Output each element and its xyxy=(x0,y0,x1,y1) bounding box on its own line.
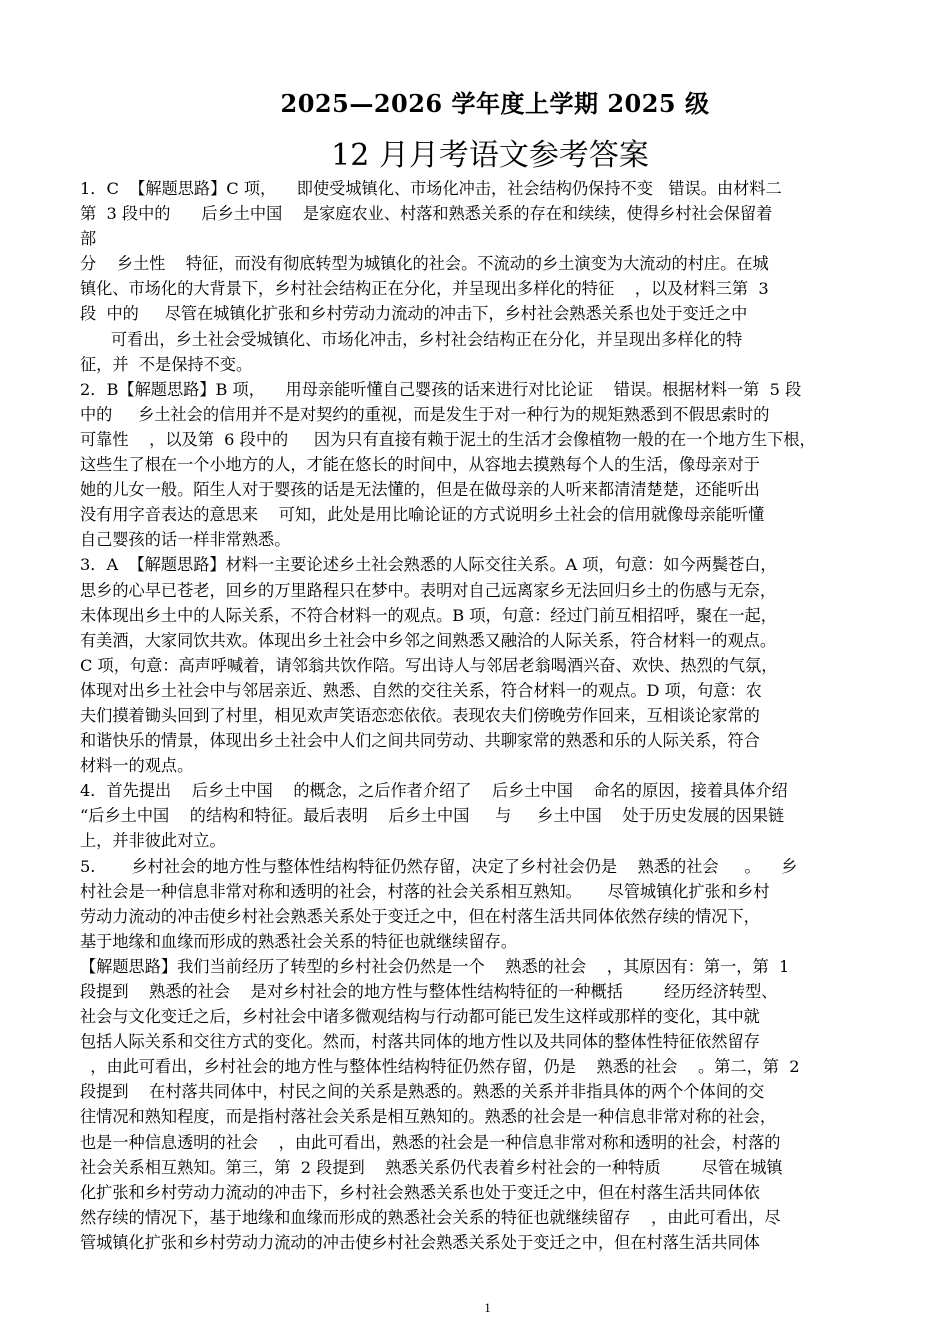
text-line: 2．B【解题思路】B 项， 用母亲能听懂自己婴孩的话来进行对比论证 错误。根据材料一第 5 段 xyxy=(80,379,802,399)
text-line: 段提到 熟悉的社会 是对乡村社会的地方性与整体性结构特征的一种概括 经历经济转型、 xyxy=(80,982,778,1001)
text-line: 4．首先提出 后乡土中国 的概念，之后作者介绍了 后乡土中国 命名的原因，接着具体介绍 xyxy=(80,781,788,801)
page-number: 1 xyxy=(484,1300,491,1315)
text-line: 也是一种信息透明的社会 ，由此可看出，熟悉的社会是一种信息非常对称和透明的社会，村落的 xyxy=(80,1132,781,1152)
text-line: 上，并非彼此对立。 xyxy=(80,831,226,851)
text-line: 夫们摸着锄头回到了村里，相见欢声笑语恋恋依依。表现农夫们傍晚劳作回来，互相谈论家常的 xyxy=(80,705,760,725)
text-line: 第 3 段中的 后乡土中国 是家庭农业、村落和熟悉关系的存在和续续，使得乡村社会保留着 xyxy=(80,204,773,224)
text-line: 往情况和熟知程度，而是指村落社会关系是相互熟知的。熟悉的社会是一种信息非常对称的社会， xyxy=(80,1107,777,1127)
text-line: 5. 乡村社会的地方性与整体性结构特征仍然存留，决定了乡村社会仍是 熟悉的社会 。 乡 xyxy=(80,856,798,876)
text-line: 社会关系相互熟知。第三，第 2 段提到 熟悉关系仍代表着乡村社会的一种特质 尽管在城镇 xyxy=(80,1157,783,1177)
text-line: 思乡的心早已苍老，回乡的万里路程只在梦中。表明对自己远离家乡无法回归乡土的伤感与无奈， xyxy=(80,580,777,600)
text-line: 可看出，乡土社会受城镇化、市场化冲击，乡村社会结构正在分化，并呈现出多样化的特 xyxy=(80,329,743,349)
text-line: 可靠性 ，以及第 6 段中的 因为只有直接有赖于泥土的生活才会像植物一般的在一个地方生下根， xyxy=(80,429,816,449)
text-line: 征，并 不是保持不变。 xyxy=(80,354,253,374)
text-line: 1．C 【解题思路】C 项， 即使受城镇化、市场化冲击，社会结构仍保持不变 错误。由材料二 xyxy=(80,179,782,198)
text-line: 她的儿女一般。陌生人对于婴孩的话是无法懂的，但是在做母亲的人听来都清清楚楚，还能听出 xyxy=(80,480,760,500)
text-line: 劳动力流动的冲击使乡村社会熟悉关系处于变迁之中，但在村落生活共同体依然存续的情况下， xyxy=(80,906,760,926)
text-line: 基于地缘和血缘而形成的熟悉社会关系的特征也就继续留存。 xyxy=(80,931,518,951)
text-line: 部 xyxy=(80,229,97,249)
text-line: 包括人际关系和交往方式的变化。然而，村落共同体的地方性以及共同体的整体性特征依然留存 xyxy=(80,1032,760,1052)
page-title-term: 2025—2026 学年度上学期 2025 级 xyxy=(280,89,710,118)
text-line: 社会与文化变迁之后，乡村社会中诸多微观结构与行动都可能已发生这样或那样的变化，其中就 xyxy=(80,1007,760,1027)
text-line: 段 中的 尽管在城镇化扩张和乡村劳动力流动的冲击下，乡村社会熟悉关系也处于变迁之中 xyxy=(80,304,748,324)
text-line: 管城镇化扩张和乡村劳动力流动的冲击使乡村社会熟悉关系处于变迁之中，但在村落生活共同体 xyxy=(80,1232,760,1252)
text-line: “后乡土中国 的结构和特征。最后表明 后乡土中国 与 乡土中国 处于历史发展的因果链 xyxy=(80,806,785,826)
text-line: 这些生了根在一个小地方的人，才能在悠长的时间中，从容地去摸熟每个人的生活，像母亲对于 xyxy=(80,455,760,475)
text-line: 镇化、市场化的大背景下，乡村社会结构正在分化，并呈现出多样化的特征 ，以及材料三第 3 xyxy=(80,279,769,299)
text-line: 有美酒，大家同饮共欢。体现出乡土社会中乡邻之间熟悉又融洽的人际关系，符合材料一的观点。 xyxy=(80,630,777,650)
text-line: 村社会是一种信息非常对称和透明的社会，村落的社会关系相互熟知。 尽管城镇化扩张和乡村 xyxy=(80,881,770,901)
text-line: 体现对出乡土社会中与邻居亲近、熟悉、自然的交往关系，符合材料一的观点。D 项，句意：农 xyxy=(80,680,762,700)
text-line: 分 乡土性 特征，而没有彻底转型为城镇化的社会。不流动的乡土演变为大流动的村庄。在城 xyxy=(80,254,769,274)
text-line: 【解题思路】我们当前经历了转型的乡村社会仍然是一个 熟悉的社会 ，其原因有：第一，第 1 xyxy=(80,956,790,976)
page-title-answer-key: 12 月月考语文参考答案 xyxy=(331,138,649,173)
text-line: 3．A 【解题思路】材料一主要论述乡土社会熟悉的人际交往关系。A 项，句意：如今两鬓苍白， xyxy=(80,555,777,575)
text-line: C 项，句意：高声呼喊着，请邻翁共饮作陪。写出诗人与邻居老翁喝酒兴奋、欢快、热烈的气氛， xyxy=(80,655,778,675)
text-line: 未体现出乡土中的人际关系，不符合材料一的观点。B 项，句意：经过门前互相招呼，聚在一起， xyxy=(80,605,777,625)
text-line: 中的 乡土社会的信用并不是对契约的重视，而是发生于对一种行为的规矩熟悉到不假思索时的 xyxy=(80,404,770,424)
text-line: 自己婴孩的话一样非常熟悉。 xyxy=(80,530,291,550)
text-line: 没有用字音表达的意思来 可知，此处是用比喻论证的方式说明乡土社会的信用就像母亲能听懂 xyxy=(80,505,765,525)
text-line: 和谐快乐的情景，体现出乡土社会中人们之间共同劳动、共聊家常的熟悉和乐的人际关系，符合 xyxy=(80,731,760,751)
text-line: 化扩张和乡村劳动力流动的冲击下，乡村社会熟悉关系也处于变迁之中，但在村落生活共同体依 xyxy=(80,1182,760,1202)
answer-body xyxy=(80,176,910,1255)
text-line: 然存续的情况下，基于地缘和血缘而形成的熟悉社会关系的特征也就继续留存 ，由此可看出，尽 xyxy=(80,1207,781,1227)
text-line: 段提到 在村落共同体中，村民之间的关系是熟悉的。熟悉的关系并非指具体的两个个体间的交 xyxy=(80,1082,765,1102)
text-line: ，由此可看出，乡村社会的地方性与整体性结构特征仍然存留，仍是 熟悉的社会 。第二，第 2 xyxy=(80,1057,800,1077)
text-line: 材料一的观点。 xyxy=(80,756,194,776)
